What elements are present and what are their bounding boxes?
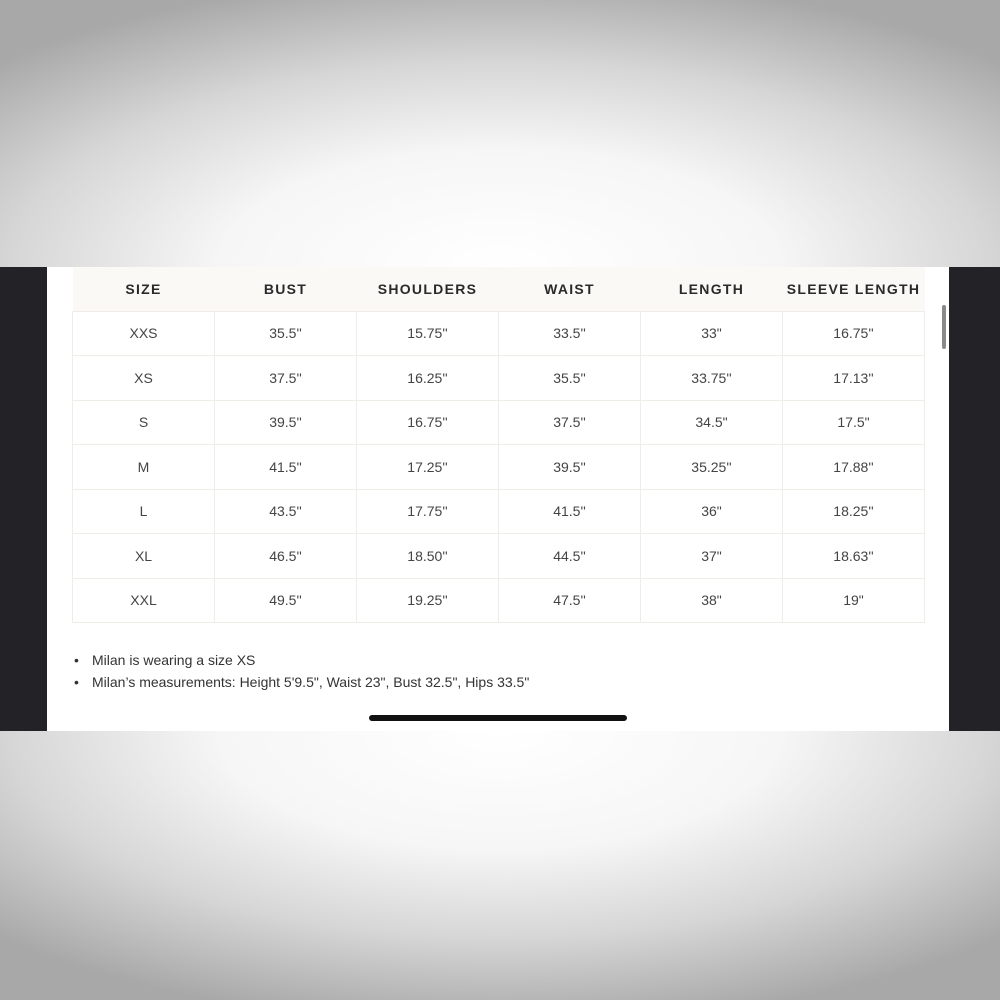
note-text: Milan is wearing a size XS <box>92 652 256 668</box>
size-table <box>72 267 925 623</box>
header-waist: WAIST <box>544 280 595 297</box>
note-text: Milan’s measurements: Height 5'9.5", Waist 23", Bust 32.5", Hips 33.5" <box>92 674 530 690</box>
table-row <box>73 311 925 356</box>
bottom-background <box>0 731 1000 1000</box>
cell-waist: 44.5'' <box>499 534 641 579</box>
cell-bust: 46.5'' <box>215 534 357 579</box>
cell-sleeve-length: 16.75'' <box>783 311 925 356</box>
size-chart-sheet <box>47 267 949 731</box>
table-row <box>73 534 925 579</box>
cell-sleeve-length: 17.88'' <box>783 445 925 490</box>
cell-shoulders: 16.25'' <box>357 356 499 401</box>
table-row <box>73 356 925 401</box>
cell-length: 33" <box>641 311 783 356</box>
bullet-icon: • <box>74 652 79 668</box>
cell-length: 34.5" <box>641 400 783 445</box>
cell-size: XXS <box>73 311 215 356</box>
list-item <box>72 671 892 693</box>
header-bust: BUST <box>263 280 308 297</box>
cell-size: L <box>73 489 215 534</box>
cell-length: 35.25'' <box>641 445 783 490</box>
cell-shoulders: 15.75'' <box>357 311 499 356</box>
cell-length: 37" <box>641 534 783 579</box>
cell-waist: 41.5'' <box>499 489 641 534</box>
cell-size: S <box>73 400 215 445</box>
cell-waist: 39.5'' <box>499 445 641 490</box>
cell-bust: 41.5'' <box>215 445 357 490</box>
top-background <box>0 0 1000 267</box>
cell-bust: 35.5'' <box>215 311 357 356</box>
header-length: LENGTH <box>678 280 745 297</box>
scrollbar-thumb[interactable] <box>942 305 946 349</box>
header-shoulders: SHOULDERS <box>377 280 478 297</box>
cell-size: XXL <box>73 578 215 623</box>
table-row <box>73 578 925 623</box>
cell-shoulders: 18.50'' <box>357 534 499 579</box>
cell-bust: 49.5'' <box>215 578 357 623</box>
cell-bust: 39.5'' <box>215 400 357 445</box>
header-size: SIZE <box>125 280 162 297</box>
cell-sleeve-length: 18.63'' <box>783 534 925 579</box>
cell-waist: 47.5'' <box>499 578 641 623</box>
list-item <box>72 649 892 671</box>
table-row <box>73 489 925 534</box>
cell-shoulders: 17.25'' <box>357 445 499 490</box>
cell-shoulders: 19.25'' <box>357 578 499 623</box>
cell-size: XS <box>73 356 215 401</box>
header-sleeve-length: SLEEVE LENGTH <box>786 280 921 297</box>
home-indicator-bar[interactable] <box>369 715 627 721</box>
cell-bust: 37.5'' <box>215 356 357 401</box>
bullet-icon: • <box>74 674 79 690</box>
cell-bust: 43.5'' <box>215 489 357 534</box>
cell-shoulders: 17.75'' <box>357 489 499 534</box>
fit-notes-list <box>72 649 892 693</box>
cell-sleeve-length: 18.25'' <box>783 489 925 534</box>
cell-size: M <box>73 445 215 490</box>
cell-length: 38" <box>641 578 783 623</box>
table-header-row <box>73 267 925 311</box>
cell-shoulders: 16.75'' <box>357 400 499 445</box>
cell-waist: 33.5'' <box>499 311 641 356</box>
cell-size: XL <box>73 534 215 579</box>
table-row <box>73 445 925 490</box>
cell-sleeve-length: 17.13'' <box>783 356 925 401</box>
cell-waist: 37.5'' <box>499 400 641 445</box>
cell-length: 36" <box>641 489 783 534</box>
cell-sleeve-length: 17.5" <box>783 400 925 445</box>
cell-length: 33.75'' <box>641 356 783 401</box>
cell-sleeve-length: 19" <box>783 578 925 623</box>
table-row <box>73 400 925 445</box>
cell-waist: 35.5'' <box>499 356 641 401</box>
